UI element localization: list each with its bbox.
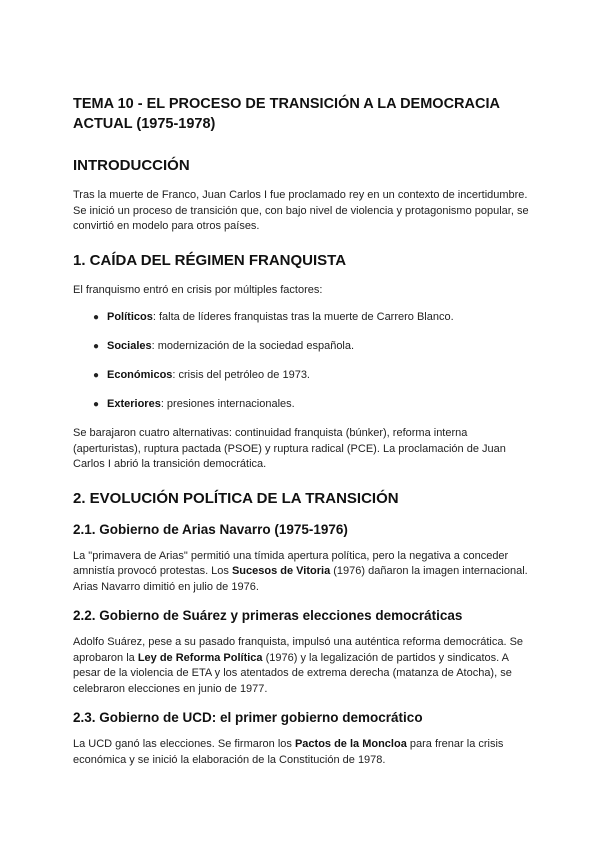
document-content [73,94,533,780]
subsection-2-3-heading: 2.3. Gobierno de UCD: el primer gobierno democrático [73,710,423,725]
factor-text: : presiones internacionales. [160,398,295,410]
bullet-icon: ● [93,312,100,323]
factor-text: : crisis del petróleo de 1973. [172,369,310,381]
section1-heading: 1. CAÍDA DEL RÉGIMEN FRANQUISTA [73,251,347,269]
bullet-icon: ● [93,370,100,381]
paragraph-text: La "primavera de Arias" permitió una tímida apertura política, pero la negativa a conceder amnistía provocó protestas. Los [73,549,509,577]
list-item [93,368,533,383]
subsection-2-1-heading: 2.1. Gobierno de Arias Navarro (1975-1976) [73,521,348,537]
bold-term: Ley de Reforma Política [137,651,263,664]
subsection-2-2-paragraph [73,635,533,697]
factor-text: : falta de líderes franquistas tras la muerte de Carrero Blanco. [152,311,454,323]
intro-heading: INTRODUCCIÓN [73,157,190,174]
list-item [93,339,533,354]
factors-list [73,310,533,412]
factor-label: Sociales [107,340,152,352]
bullet-icon: ● [93,399,100,410]
paragraph-text: (1976) dañaron la imagen internacional. Arias Navarro dimitió en julio de 1976. [73,565,528,593]
paragraph-text: La UCD ganó las elecciones. Se firmaron los [73,738,295,750]
intro-paragraph: Tras la muerte de Franco, Juan Carlos I fue proclamado rey en un contexto de incertidumbre. Se inició un proceso de transición que, con bajo nivel de violencia y protagonismo popular, se convirtió en modelo para otros países. [73,189,529,232]
section1-closing: Se barajaron cuatro alternativas: continuidad franquista (búnker), reforma interna (aperturistas), ruptura pactada (PSOE) y ruptura radical (PCE). La proclamación de Juan Carlos I abrió la transición democrática. [73,427,506,470]
bold-term: Sucesos de Vitoria [231,565,331,577]
section1-lead: El franquismo entró en crisis por múltiples factores: [73,283,323,296]
subsection-2-3-paragraph [73,737,533,768]
factor-text: : modernización de la sociedad española. [151,340,355,352]
paragraph-text: Adolfo Suárez, pese a su pasado franquista, impulsó una auténtica reforma democrática. Se aprobaron la [73,636,524,664]
paragraph-text: para frenar la crisis económica y se inició la elaboración de la Constitución de 1978. [73,738,504,766]
factor-label: Económicos [107,369,173,381]
subsection-2-2-heading: 2.2. Gobierno de Suárez y primeras elecciones democráticas [73,608,463,623]
bold-term: Pactos de la Moncloa [294,738,407,750]
document-title: TEMA 10 - EL PROCESO DE TRANSICIÓN A LA DEMOCRACIA ACTUAL (1975-1978) [73,96,500,132]
section2-heading: 2. EVOLUCIÓN POLÍTICA DE LA TRANSICIÓN [73,489,399,507]
subsection-2-1-paragraph [73,549,533,596]
list-item [93,310,533,325]
factor-label: Políticos [107,311,153,323]
paragraph-text: (1976) y la legalización de partidos y sindicatos. A pesar de la violencia de ETA y los atentados de extrema derecha (matanza de Atocha), se celebraron elecciones en junio de 1977. [73,651,512,695]
factor-label: Exteriores [107,398,161,410]
list-item [93,397,533,412]
bullet-icon: ● [93,341,100,352]
